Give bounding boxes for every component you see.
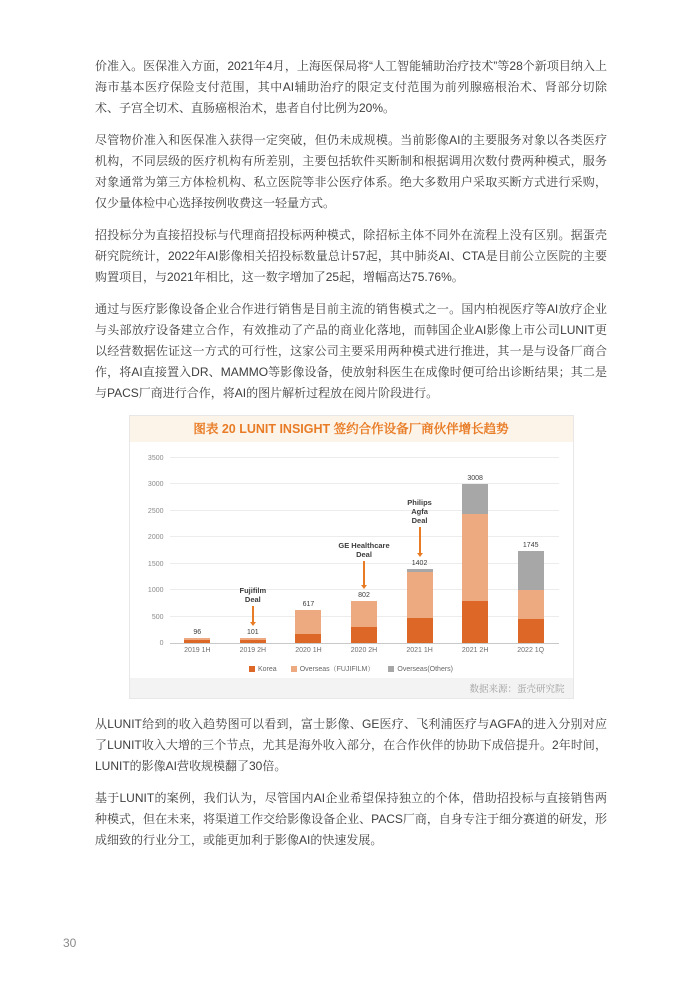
chart-plot-area [147,455,559,654]
y-tick-label: 3500 [147,455,164,462]
bar-total-label: 802 [358,591,370,599]
x-axis-label: 2021 1H [406,647,433,654]
y-tick-label: 500 [151,613,164,621]
x-axis-label: 2021 2H [461,647,489,654]
annotation-arrow [419,527,421,553]
bar-segment [240,638,266,640]
annotation-text: Philips [407,497,432,507]
paragraph: 招投标分为直接招投标与代理商招投标两种模式，除招标主体不同外在流程上没有区别。据蛋壳研究院统计，2022年AI影像相关招投标数量总计57起，其中肺炎AI、CTA是目前公立医院的主要购置项目，与2021年相比，这一数字增加了25起，增幅高达75.76%。 [95,228,607,284]
bar-total-label: 1402 [411,559,428,567]
chart-source: 数据来源：蛋壳研究院 [469,684,565,695]
grid-line [170,536,559,537]
bar-segment [184,640,210,643]
annotation-text: Fujifilm [239,585,267,595]
paragraph: 尽管物价准入和医保准入获得一定突破，但仍未成规模。当前影像AI的主要服务对象以各类医疗机构，不同层级的医疗机构有所差别，主要包括软件买断制和根据调用次数付费两种模式，服务对象通常为第三方体检机构、私立医院等非公医疗体系。绝大多数用户采取买断方式进行采购，仅少量体检中心选择按例收费这一轻量方式。 [95,133,607,210]
legend-swatch [291,666,297,672]
annotation-text: Agfa [411,506,428,516]
bar-segment [518,551,544,590]
bar-segment [351,601,377,627]
bar-total-label: 1745 [522,541,539,549]
legend-item [249,666,277,673]
y-tick-label: 2000 [147,534,164,542]
paragraph: 基于LUNIT的案例，我们认为，尽管国内AI企业希望保持独立的个体，借助招投标与直接销售两种模式，但在未来，将渠道工作交给影像设备企业、PACS厂商，自身专注于细分赛道的研发，形成细致的行业分工，或能更加利于影像AI的快速发展。 [95,791,607,847]
bar-segment [462,514,488,601]
grid-line [170,483,559,484]
bar-total-label: 617 [302,601,315,609]
chart-body [130,442,573,660]
y-tick-label: 1000 [147,587,164,595]
legend-item [388,666,453,673]
annotation-arrow [363,561,365,585]
legend-item [291,664,375,674]
page-number: 30 [63,936,77,950]
bar-total-label: 3008 [467,475,483,483]
annotation [375,498,465,557]
annotation-arrowhead [361,585,367,589]
grid-line [170,510,559,511]
bar-segment [518,590,544,619]
chart-title: 图表 20 LUNIT INSIGHT 签约合作设备厂商伙伴增长趋势 [130,416,573,442]
annotation-arrow [252,606,254,622]
bar-segment [462,601,488,643]
x-axis-label: 2020 2H [350,647,378,654]
y-tick-label: 0 [159,640,164,647]
x-axis-label: 2022 1Q [517,647,545,654]
annotation [208,586,298,626]
chart-legend [130,660,573,678]
annotation-arrowhead [417,553,423,557]
bar-segment [518,619,544,643]
y-tick-label: 2500 [147,507,164,515]
y-tick-label: 3000 [147,481,164,489]
bar-total-label: 101 [247,628,259,636]
legend-swatch [249,666,255,672]
page-content [95,56,607,862]
legend-swatch [388,666,394,672]
paragraph: 通过与医疗影像设备企业合作进行销售是目前主流的销售模式之一。国内柏视医疗等AI放疗企业与头部放疗设备建立合作，有效推动了产品的商业化落地，而韩国企业AI影像上市公司LUNIT更以经营数据佐证这一方式的可行性，这家公司主要采用两种模式进行推进，其一是与设备厂商合作，将AI直接置入DR、MAMMO等影像设备，使放射科医生在成像时便可给出诊断结果；其二是与PACS厂商进行合作，将AI的图片解析过程放在阅片阶段进行。 [95,302,607,400]
bar-segment [407,618,433,643]
y-tick-label: 1500 [147,560,164,568]
bar-segment [240,640,266,643]
paragraph: 价准入。医保准入方面，2021年4月，上海医保局将“人工智能辅助治疗技术”等28个新项目纳入上海市基本医疗保险支付范围，其中AI辅助治疗的限定支付范围为前列腺癌根治术、肾部分切除术、子宫全切术、直肠癌根治术，患者自付比例为20%。 [95,59,607,115]
bar-total-label: 96 [193,628,202,636]
legend-label: Overseas(Others) [397,665,453,673]
annotation-text: Deal [244,594,261,604]
bar-segment [295,610,321,633]
chart-source-strip [130,678,573,698]
x-axis-label: 2019 1H [184,647,211,654]
x-axis-label: 2020 1H [295,647,322,654]
bar-segment [295,634,321,644]
x-axis-label: 2019 2H [239,647,267,654]
bar-segment [407,572,433,619]
legend-label: Overseas（FUJIFILM） [299,666,375,673]
bar-segment [351,627,377,643]
bar-segment [462,484,488,514]
grid-line [170,457,559,458]
annotation-text: Deal [356,549,372,559]
annotation-text: Deal [411,515,428,525]
bar-segment [407,569,433,572]
chart-figure [129,415,574,699]
legend-label: Korea [258,665,277,673]
paragraph: 从LUNIT给到的收入趋势图可以看到，富士影像、GE医疗、飞利浦医疗与AGFA的进入分别对应了LUNIT收入大增的三个节点，尤其是海外收入部分，在合作伙伴的协助下成倍提升。2年时间，LUNIT的影像AI营收规模翻了30倍。 [95,717,607,773]
annotation-arrowhead [250,622,256,626]
bar-segment [184,638,210,640]
annotation-text: GE Healthcare [338,540,390,550]
